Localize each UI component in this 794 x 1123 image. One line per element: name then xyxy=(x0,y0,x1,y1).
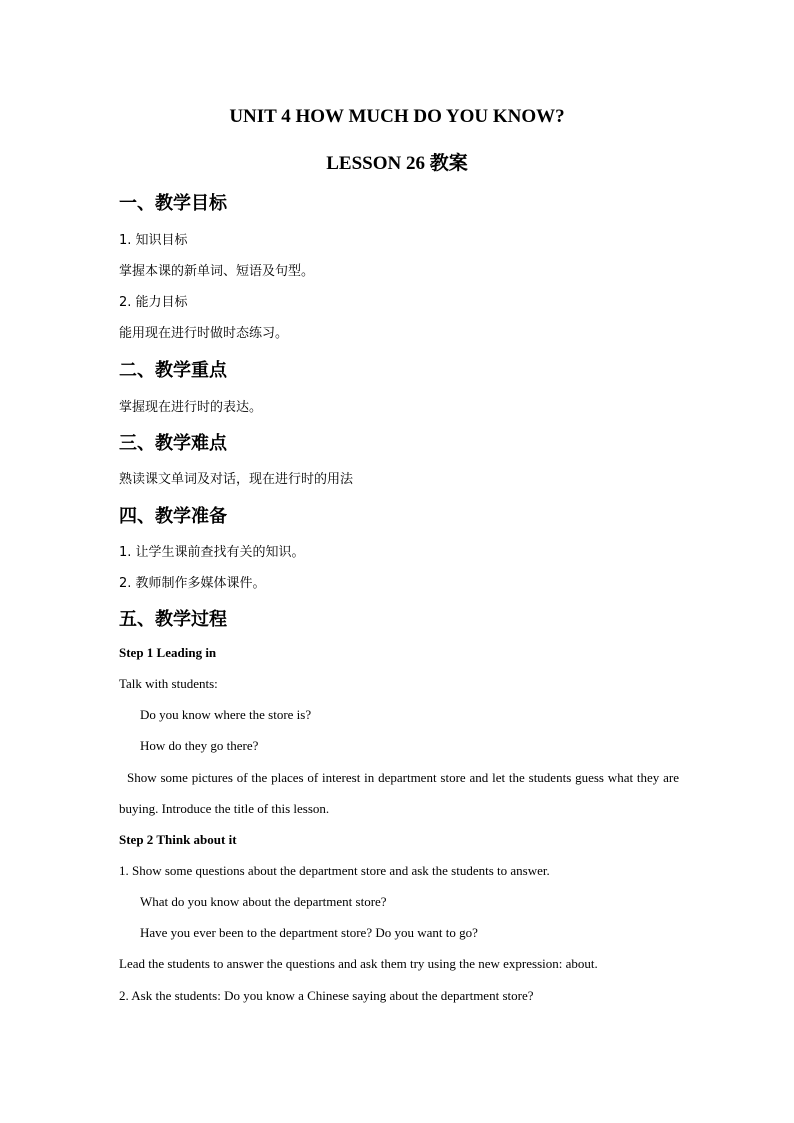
step-2-heading: Step 2 Think about it xyxy=(119,832,237,847)
preparation-item-2: 2. 教师制作多媒体课件。 xyxy=(119,576,266,591)
objective-ability-text: 能用现在进行时做时态练习。 xyxy=(119,326,289,341)
step-2-question-2: Have you ever been to the department store? Do you want to go? xyxy=(140,925,478,940)
section-heading-objectives: 一、教学目标 xyxy=(119,193,227,214)
objective-knowledge-text: 掌握本课的新单词、短语及句型。 xyxy=(119,264,315,279)
objective-ability-label: 2. 能力目标 xyxy=(119,295,188,310)
document-subtitle: LESSON 26 教案 xyxy=(326,153,468,174)
step-1-heading: Step 1 Leading in xyxy=(119,645,217,660)
section-heading-preparation: 四、教学准备 xyxy=(119,506,227,527)
section-heading-procedure: 五、教学过程 xyxy=(119,609,227,630)
step-2-item-2: 2. Ask the students: Do you know a Chinese saying about the department store? xyxy=(119,988,534,1003)
document-title: UNIT 4 HOW MUCH DO YOU KNOW? xyxy=(229,106,565,127)
difficulties-text: 熟读课文单词及对话，现在进行时的用法 xyxy=(119,472,354,487)
key-points-text: 掌握现在进行时的表达。 xyxy=(119,400,263,415)
step-2-item-1: 1. Show some questions about the department store and ask the students to answer. xyxy=(119,863,550,878)
step-2-question-1: What do you know about the department store? xyxy=(140,894,387,909)
step-1-question-2: How do they go there? xyxy=(140,738,259,753)
section-heading-key-points: 二、教学重点 xyxy=(119,360,227,381)
step-2-lead: Lead the students to answer the questions and ask them try using the new expression: about. xyxy=(119,956,598,971)
objective-knowledge-label: 1. 知识目标 xyxy=(119,233,188,248)
step-1-intro: Talk with students: xyxy=(119,676,218,691)
section-heading-difficulties: 三、教学难点 xyxy=(119,433,227,454)
step-1-question-1: Do you know where the store is? xyxy=(140,707,312,722)
step-1-paragraph: Show some pictures of the places of interest in department store and let the students guess what they are buying. Introduce the title of this lesson. xyxy=(119,770,679,816)
preparation-item-1: 1. 让学生课前查找有关的知识。 xyxy=(119,545,305,560)
